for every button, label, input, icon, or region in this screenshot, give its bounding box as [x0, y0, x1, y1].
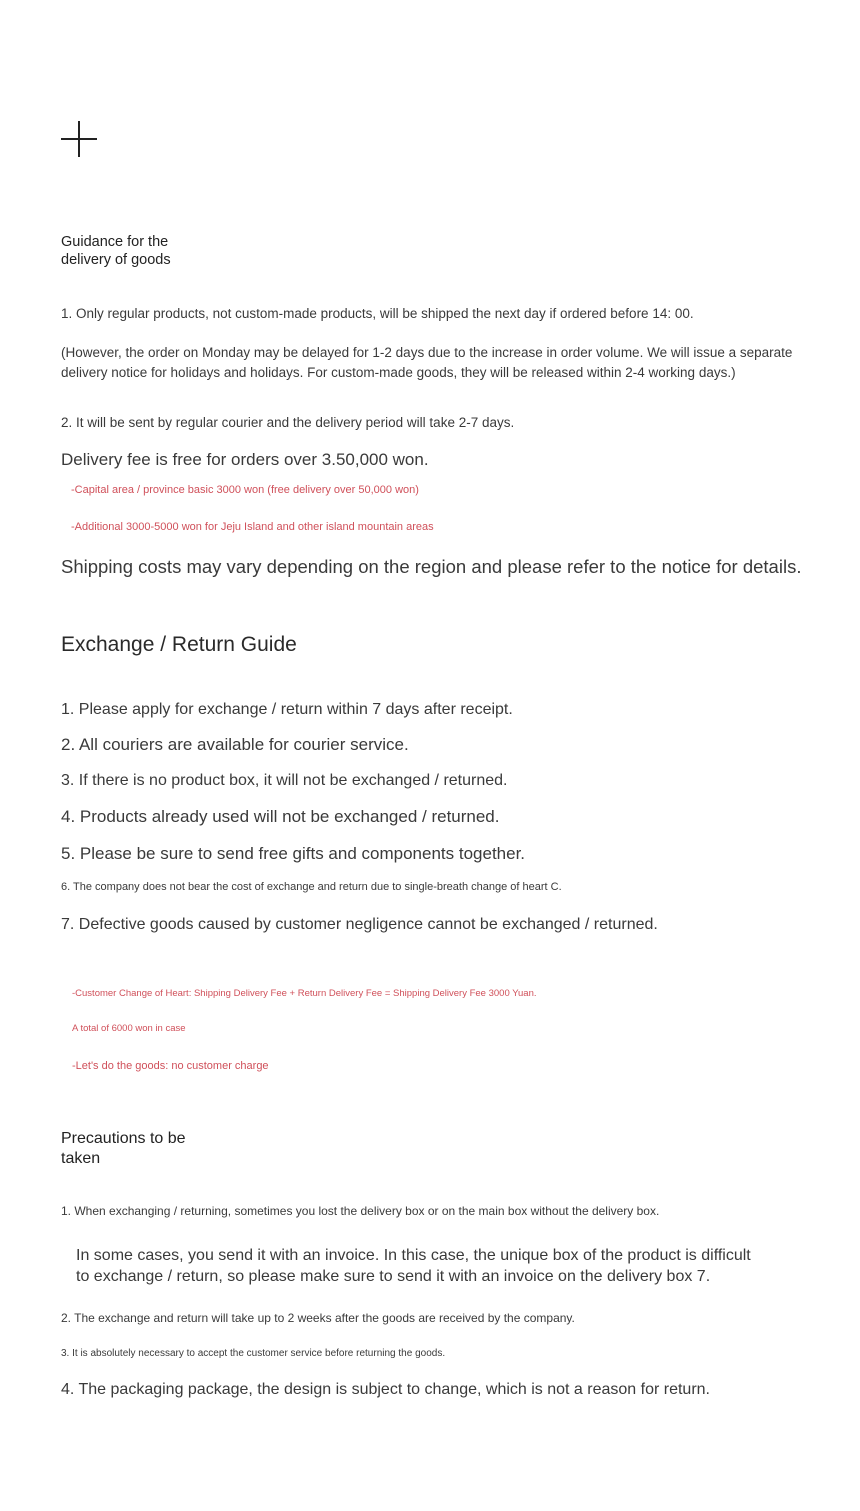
free-delivery-fee: Delivery fee is free for orders over 3.50,000 won.	[61, 450, 429, 469]
precautions-title	[61, 1129, 186, 1169]
exchange-title: Exchange / Return Guide	[61, 633, 297, 656]
delivery-title-line1: Guidance for the	[61, 234, 169, 250]
exchange-item-3: 3. If there is no product box, it will not be exchanged / returned.	[61, 772, 508, 789]
delivery-item-2: 2. It will be sent by regular courier and the delivery period will take 2-7 days.	[61, 415, 515, 430]
fee-note-2: A total of 6000 won in case	[72, 1023, 186, 1034]
precautions-title-line1: Precautions to be	[61, 1130, 186, 1147]
delivery-title	[61, 233, 171, 269]
exchange-item-4: 4. Products already used will not be exchanged / returned.	[61, 807, 500, 826]
plus-icon	[61, 121, 97, 157]
exchange-item-7: 7. Defective goods caused by customer negligence cannot be exchanged / returned.	[61, 916, 658, 933]
exchange-item-5: 5. Please be sure to send free gifts and components together.	[61, 844, 526, 863]
precaution-item-1: 1. When exchanging / returning, sometimes you lost the delivery box or on the main box without the delivery box.	[61, 1204, 660, 1218]
precaution-item-1-detail: In some cases, you send it with an invoice. In this case, the unique box of the product is difficult to exchange / return, so please make sure to send it with an invoice on the delivery box 7.	[76, 1247, 751, 1285]
precaution-item-4: 4. The packaging package, the design is subject to change, which is not a reason for return.	[61, 1381, 710, 1398]
fee-note-1: -Customer Change of Heart: Shipping Delivery Fee + Return Delivery Fee = Shipping Delivery Fee 3000 Yuan.	[72, 988, 537, 999]
delivery-note-1: (However, the order on Monday may be delayed for 1-2 days due to the increase in order volume. We will issue a separate delivery notice for holidays and holidays. For custom-made goods, they will be released within 2-4 working days.)	[61, 345, 793, 380]
exchange-item-6: 6. The company does not bear the cost of exchange and return due to single-breath change of heart C.	[61, 881, 562, 893]
delivery-item-1: 1. Only regular products, not custom-made products, will be shipped the next day if ordered before 14: 00.	[61, 306, 694, 321]
precaution-item-3: 3. It is absolutely necessary to accept the customer service before returning the goods.	[61, 1348, 446, 1359]
capital-area-fee: -Capital area / province basic 3000 won (free delivery over 50,000 won)	[71, 484, 419, 496]
shipping-note: Shipping costs may vary depending on the region and please refer to the notice for details.	[61, 556, 802, 577]
exchange-item-2: 2. All couriers are available for courier service.	[61, 735, 409, 754]
delivery-title-line2: delivery of goods	[61, 252, 171, 268]
jeju-fee: -Additional 3000-5000 won for Jeju Island and other island mountain areas	[71, 521, 434, 533]
precautions-title-line2: taken	[61, 1150, 101, 1167]
exchange-item-1: 1. Please apply for exchange / return within 7 days after receipt.	[61, 701, 513, 718]
precaution-item-2: 2. The exchange and return will take up to 2 weeks after the goods are received by the company.	[61, 1311, 575, 1325]
fee-note-3: -Let's do the goods: no customer charge	[72, 1060, 269, 1072]
